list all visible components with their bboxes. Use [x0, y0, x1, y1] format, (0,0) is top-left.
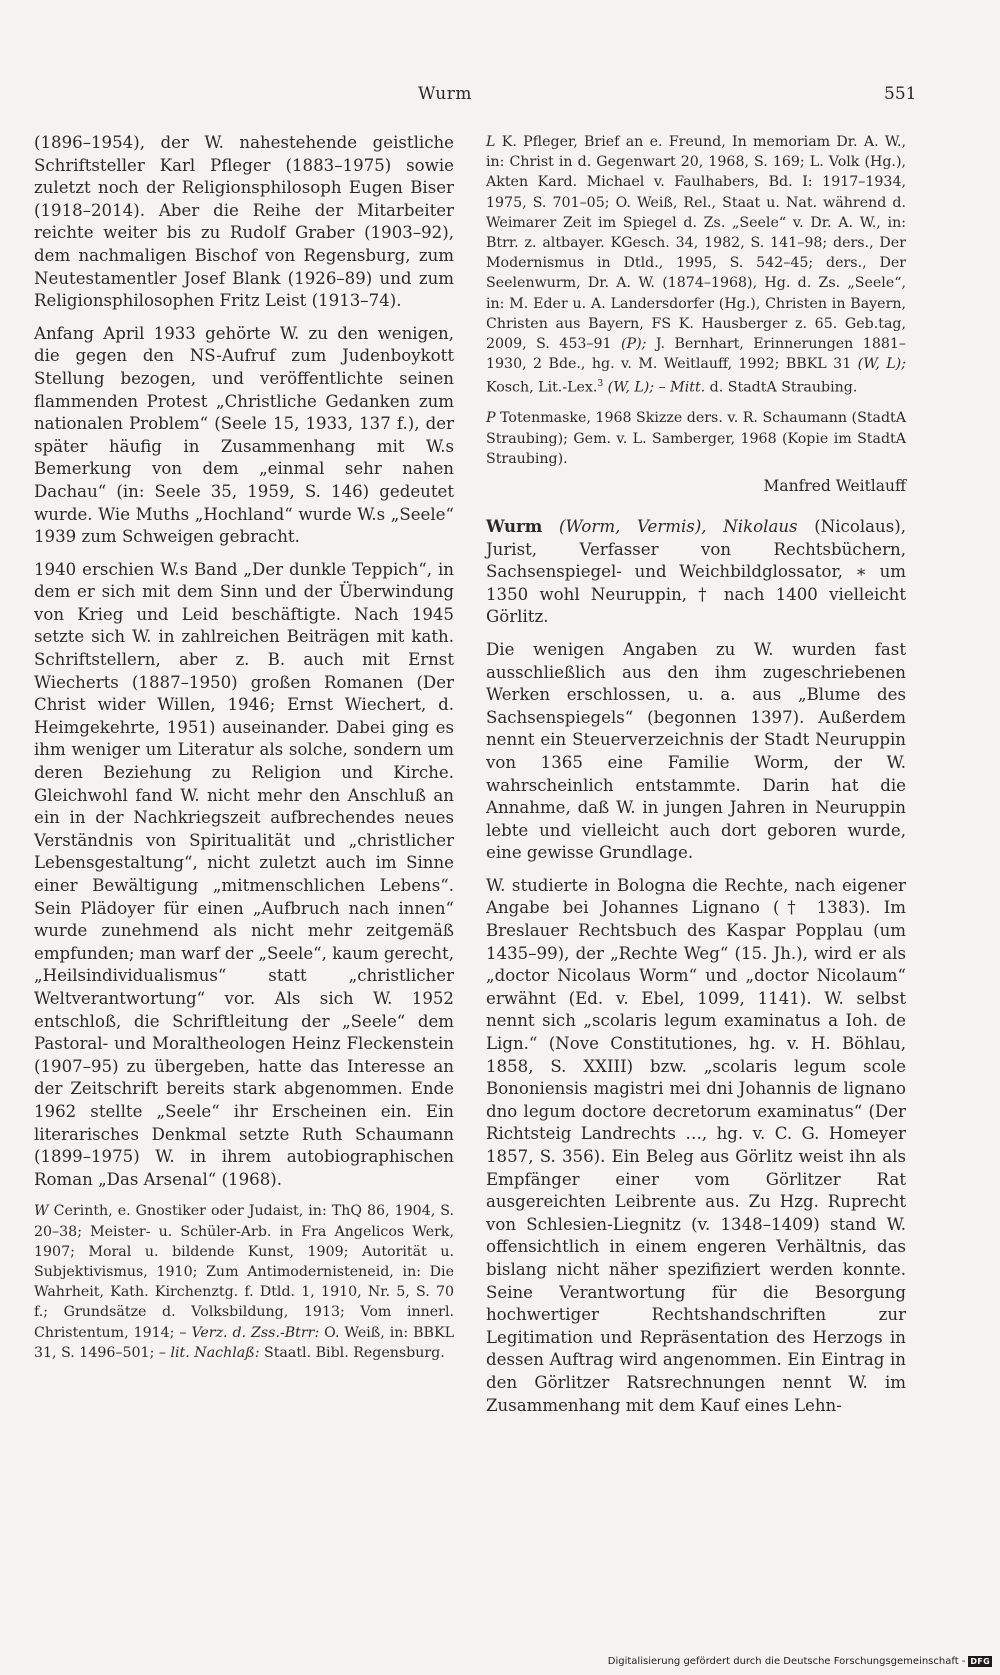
- lemma-description: (Nicolaus), Jurist, Verfasser von Rechtsbüchern, Sachsenspiegel- und Weichbildglossator, ∗ um 1350 wohl Neuruppin, † nach 1400 vielleicht Görlitz.: [486, 516, 906, 627]
- works-section: [34, 1201, 454, 1363]
- paragraph: W. studierte in Bologna die Rechte, nach eigener Angabe bei Johannes Lignano († 1383). Im Breslauer Rechtsbuch des Kaspar Popplau (um 1435–99), der „Rechte Weg“ (15. Jh.), wird er als „doctor Nicolaus Worm“ und „doctor Nicolaum“ erwähnt (Ed. v. Ebel, 1099, 1141). W. selbst nennt sich „scolaris legum examinatus a Ioh. de Lign.“ (Nove Constitutiones, hg. v. H. Böhlau, 1858, S. XXIII) bzw. „scolaris legum scole Bononiensis magistri mei dni Johannis de lignano dno legum doctore decretorum examinatus“ (Der Richtsteig Landrechts …, hg. v. C. G. Homeyer 1857, S. 356). Ein Beleg aus Görlitz weist ihn als Empfänger einer vom Görlitzer Rat ausgereichten Leibrente aus. Zu Hzg. Ruprecht von Schlesien-Liegnitz (v. 1348–1409) stand W. offensichtlich in einem engeren Verhältnis, das bislang nicht näher spezifiziert werden konnte. Seine Verantwortung für die Besorgung hochwertiger Rechtshandschriften zur Legitimation und Repräsentation des Herzogs in dessen Auftrag wird angenommen. Ein Eintrag in den Görlitzer Ratsrechnungen nennt W. im Zusammenhang mit dem Kauf eines Lehn-: [486, 875, 906, 1415]
- literature-wl-marker: (W, L); – Mitt.: [603, 380, 706, 397]
- paragraph: 1940 erschien W.s Band „Der dunkle Teppich“, in dem er sich mit dem Sinn und der Überwindung von Krieg und Leid beschäftigte. Nach 1945 setzte sich W. in zahlreichen Beiträgen mit kath. Schriftstellern, aber z. B. auch mit Ernst Wiecherts (1887–1950) großen Romanen (Der Christ wider Willen, 1946; Ernst Wiechert, d. Heimgekehrte, 1951) auseinander. Dabei ging es ihm weniger um Literatur als solche, sondern um deren Beziehung zu Religion und Kirche. Gleichwohl fand W. nicht mehr den Anschluß an ein in der Nachkriegszeit aufbrechendes neues Verständnis von Spiritualität und „christlicher Lebensgestaltung“, nicht zuletzt auch im Sinne einer Bewältigung „mitmenschlichen Lebens“. Sein Plädoyer für einen „Aufbruch nach innen“ wurde zunehmend als nicht mehr zeitgemäß empfunden; man warf der „Seele“, kaum gerecht, „Heilsindividualismus“ statt „christlicher Weltverantwortung“ vor. Als sich W. 1952 entschloß, die Schriftleitung der „Seele“ dem Pastoral- und Moraltheologen Heinz Fleckenstein (1907–95) zu übergeben, hatte das Interesse an der Zeitschrift bereits stark abgenommen. Ende 1962 stellte „Seele“ ihr Erscheinen ein. Ein literarisches Denkmal setzte Ruth Schaumann (1899–1975) W. in ihrem autobiographischen Roman „Das Arsenal“ (1968).: [34, 559, 454, 1189]
- literature-section: [486, 132, 906, 398]
- literature-wl-marker: (W, L);: [857, 356, 906, 373]
- works-verz-text: O. Weiß, in: BBKL 31, S. 1496–501; –: [34, 1324, 454, 1361]
- digitization-credit: [608, 1656, 992, 1667]
- works-verz-label: Verz. d. Zss.-Btrr:: [191, 1324, 320, 1341]
- works-nachlass-text: Staatl. Bibl. Regensburg.: [259, 1344, 445, 1361]
- page-number: 551: [884, 84, 917, 104]
- lemma-variants: (Worm, Vermis),: [542, 516, 707, 536]
- left-column: [34, 132, 454, 1373]
- right-column: [486, 132, 906, 1427]
- portrait-text: Totenmaske, 1968 Skizze ders. v. R. Schaumann (StadtA Straubing); Gem. v. L. Samberger, 1968 (Kopie im StadtA Straubing).: [486, 410, 906, 467]
- works-label: W: [34, 1203, 49, 1220]
- paragraph: Die wenigen Angaben zu W. wurden fast ausschließlich aus den ihm zugeschriebenen Werken erschlossen, u. a. aus „Blume des Sachsenspiegels“ (begonnen 1397). Außerdem nennt ein Steuerverzeichnis der Stadt Neuruppin von 1365 eine Familie Worm, der W. wahrscheinlich entstammte. Darin hat die Annahme, daß W. in jungen Jahren in Neuruppin lebte und vielleicht auch dort geboren wurde, eine gewisse Grundlage.: [486, 639, 906, 863]
- literature-text: d. StadtA Straubing.: [705, 380, 858, 397]
- lemma-entry: [486, 515, 906, 629]
- lemma-first-name: Nikolaus: [706, 516, 798, 536]
- literature-label: L: [486, 134, 496, 150]
- author-signature: Manfred Weitlauff: [763, 476, 906, 495]
- running-head: Wurm: [418, 84, 472, 104]
- works-text: Cerinth, e. Gnostiker oder Judaist, in: ThQ 86, 1904, S. 20–38; Meister- u. Schüler-Arb. in Fra Angelicos Werk, 1907; Moral u. bildende Kunst, 1909; Autorität u. Subjektivismus, 1910; Zum Antimodernisteneid, in: Die Wahrheit, Kath. Kirchenztg. f. Dtld. 1, 1910, Nr. 5, S. 70 f.; Grundsätze d. Volksbildung, 1913; Vom innerl. Christentum, 1914; –: [34, 1203, 454, 1341]
- works-nachlass-label: lit. Nachlaß:: [170, 1344, 260, 1361]
- portrait-section: [486, 408, 906, 469]
- lemma-name: Wurm: [486, 515, 543, 536]
- page-header: [0, 84, 1000, 108]
- portrait-label: P: [486, 410, 496, 427]
- paragraph: Anfang April 1933 gehörte W. zu den wenigen, die gegen den NS-Aufruf zum Judenboykott Stellung bezogen, und veröffentlichte seinen flammenden Protest „Christliche Gedanken zum nationalen Problem“ (Seele 15, 1933, 137 f.), der später häufig in Zusammenhang mit W.s Bemerkung von dem „einmal sehr nahen Dachau“ (in: Seele 35, 1959, S. 146) gedeutet wurde. Wie Muths „Hochland“ wurde W.s „Seele“ 1939 zum Schweigen gebracht.: [34, 323, 454, 547]
- literature-text: Kosch, Lit.-Lex.: [486, 380, 598, 397]
- credit-text: Digitalisierung gefördert durch die Deutsche Forschungsgemeinschaft -: [607, 1656, 966, 1667]
- literature-text: J. Bernhart, Erinnerungen 1881–1930, 2 Bde., hg. v. M. Weitlauff, 1992; BBKL 31: [486, 336, 906, 373]
- edition-superscript: 3: [597, 379, 604, 390]
- literature-text: K. Pfleger, Brief an e. Freund, In memoriam Dr. A. W., in: Christ in d. Gegenwart 20, 1968, S. 169; L. Volk (Hg.), Akten Kard. Michael v. Faulhabers, Bd. I: 1917–1934, 1975, S. 701–05; O. Weiß, Rel., Staat u. Nat. während d. Weimarer Zeit im Spiegel d. Zs. „Seele“ v. Dr. A. W., in: Btrr. z. altbayer. KGesch. 34, 1982, S. 141–98; ders., Der Modernismus in Dtld., 1995, S. 542–45; ders., Der Seelenwurm, Dr. A. W. (1874–1968), Hg. d. Zs. „Seele“, in: M. Eder u. A. Landersdorfer (Hg.), Christen in Bayern, Christen aus Bayern, FS K. Hausberger z. 65. Geb.tag, 2009, S. 453–91: [486, 134, 906, 353]
- dfg-logo: DFG: [970, 1657, 990, 1666]
- paragraph: (1896–1954), der W. nahestehende geistliche Schriftsteller Karl Pfleger (1883–1975) sowie zuletzt noch der Religionsphilosoph Eugen Biser (1918–2014). Aber die Reihe der Mitarbeiter reichte weiter bis zu Rudolf Graber (1903–92), dem nachmaligen Bischof von Regensburg, zum Neutestamentler Josef Blank (1926–89) und zum Religionsphilosophen Fritz Leist (1913–74).: [34, 133, 454, 311]
- literature-portrait-marker: (P);: [621, 336, 647, 353]
